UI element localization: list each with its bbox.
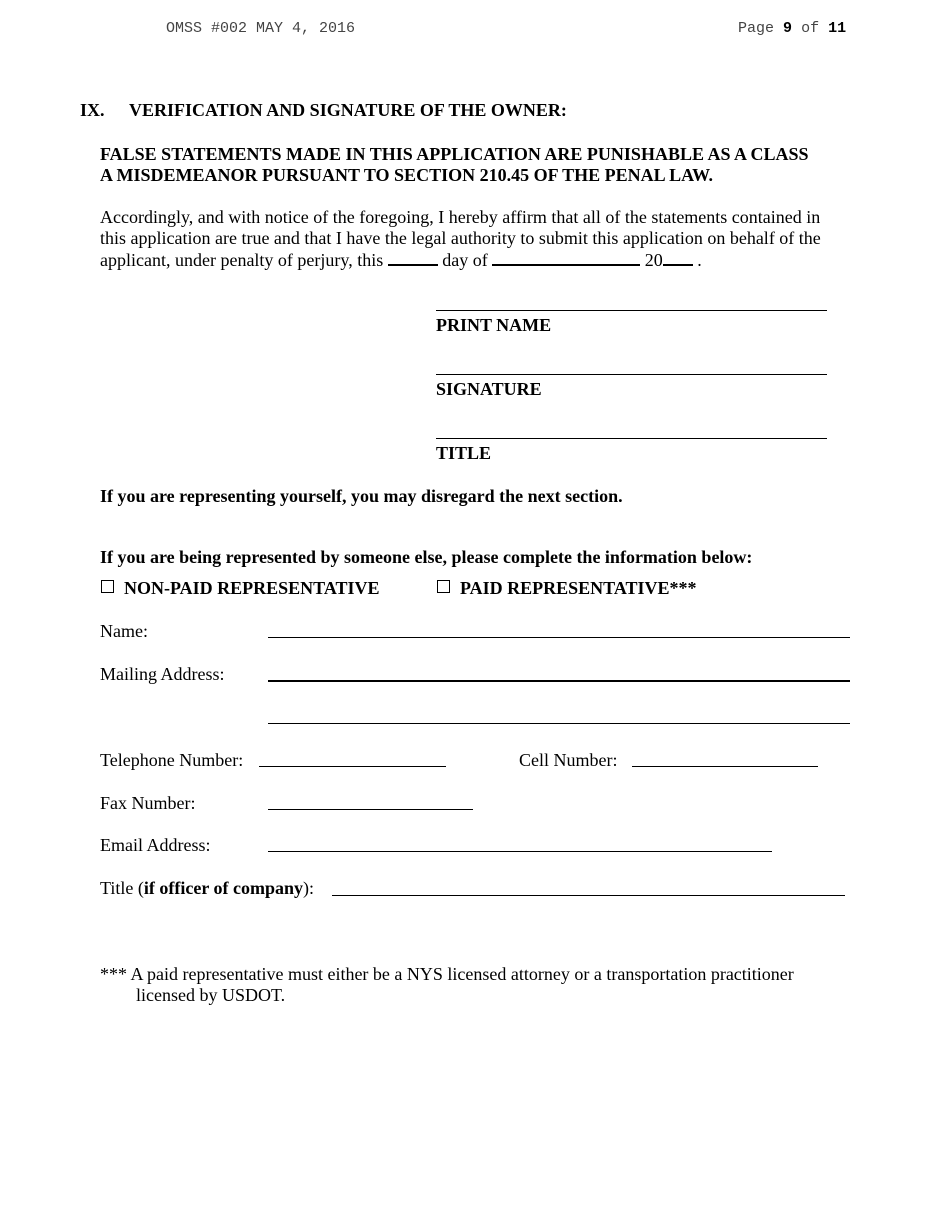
fax-label: Fax Number: xyxy=(100,793,196,813)
telephone-field[interactable] xyxy=(259,766,446,767)
print-name-line[interactable] xyxy=(436,310,827,311)
page-indicator xyxy=(738,20,846,37)
day-of-text: day of xyxy=(442,250,488,270)
mailing-address-field-1[interactable] xyxy=(268,680,850,682)
penalty-warning-line-2: A MISDEMEANOR PURSUANT TO SECTION 210.45 OF THE PENAL LAW. xyxy=(100,165,713,185)
penalty-warning xyxy=(100,144,860,186)
affirmation-line-1: Accordingly, and with notice of the foregoing, I hereby affirm that all of the statements contained in xyxy=(100,207,821,227)
penalty-warning-line-1: FALSE STATEMENTS MADE IN THIS APPLICATION ARE PUNISHABLE AS A CLASS xyxy=(100,144,809,164)
affirmation-line-2: this application are true and that I have the legal authority to submit this application on behalf of the xyxy=(100,228,821,248)
day-blank[interactable] xyxy=(388,249,438,266)
email-field[interactable] xyxy=(268,851,772,852)
non-paid-option[interactable] xyxy=(101,578,380,599)
month-blank[interactable] xyxy=(492,249,640,266)
cell-label: Cell Number: xyxy=(519,750,618,770)
mailing-address-label: Mailing Address: xyxy=(100,664,225,684)
page-number: 9 xyxy=(783,20,793,37)
page-word: Page xyxy=(738,20,775,37)
non-paid-checkbox[interactable] xyxy=(101,580,114,593)
represented-note: If you are being represented by someone else, please complete the information below: xyxy=(100,547,753,567)
signature-line[interactable] xyxy=(436,374,827,375)
footnote-line-1: *** A paid representative must either be a NYS licensed attorney or a transportation practitioner xyxy=(100,964,794,984)
officer-title-suffix: ): xyxy=(303,878,314,898)
section-title: VERIFICATION AND SIGNATURE OF THE OWNER: xyxy=(129,100,567,120)
footnote xyxy=(100,964,794,1006)
non-paid-label: NON-PAID REPRESENTATIVE xyxy=(124,578,380,598)
of-word: of xyxy=(801,20,820,37)
page-total: 11 xyxy=(828,20,847,37)
title-line[interactable] xyxy=(436,438,827,439)
affirmation-line-3-text: applicant, under penalty of perjury, this xyxy=(100,250,384,270)
section-number: IX. xyxy=(80,100,105,120)
affirmation-period: . xyxy=(697,250,702,270)
print-name-label: PRINT NAME xyxy=(436,315,552,335)
email-label: Email Address: xyxy=(100,835,211,855)
affirmation-paragraph xyxy=(100,207,850,271)
paid-option[interactable] xyxy=(437,578,697,599)
fax-field[interactable] xyxy=(268,809,473,810)
paid-label: PAID REPRESENTATIVE*** xyxy=(460,578,697,598)
officer-title-bold: if officer of company xyxy=(143,878,303,898)
signature-label: SIGNATURE xyxy=(436,379,542,399)
name-label: Name: xyxy=(100,621,148,641)
form-id: OMSS #002 MAY 4, 2016 xyxy=(166,20,356,37)
officer-title-field[interactable] xyxy=(332,895,845,896)
year-prefix: 20 xyxy=(644,250,663,270)
telephone-label: Telephone Number: xyxy=(100,750,244,770)
name-field[interactable] xyxy=(268,637,850,638)
officer-title-prefix: Title ( xyxy=(100,878,144,898)
paid-checkbox[interactable] xyxy=(437,580,450,593)
title-label: TITLE xyxy=(436,443,492,463)
officer-title-label xyxy=(100,878,314,899)
affirmation-line-3 xyxy=(100,249,850,271)
footnote-line-2: licensed by USDOT. xyxy=(136,985,286,1005)
cell-field[interactable] xyxy=(632,766,818,767)
mailing-address-field-2[interactable] xyxy=(268,723,850,724)
year-blank[interactable] xyxy=(663,249,693,266)
disregard-note: If you are representing yourself, you may disregard the next section. xyxy=(100,486,623,506)
